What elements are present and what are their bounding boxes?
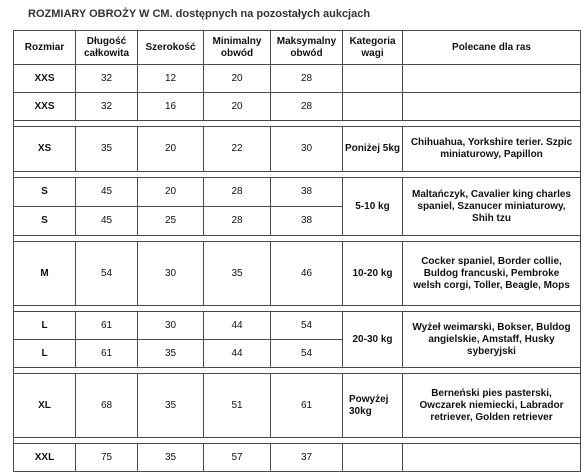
header-max-circumference: Maksymalny obwód — [271, 31, 343, 65]
size-cell: XXL — [14, 444, 76, 472]
length-cell: 35 — [76, 127, 138, 172]
width-cell: 35 — [138, 444, 204, 472]
length-cell: 61 — [76, 312, 138, 340]
table-row — [14, 242, 581, 306]
header-min-circumference: Minimalny obwód — [204, 31, 271, 65]
width-cell: 30 — [138, 312, 204, 340]
length-cell: 32 — [76, 65, 138, 93]
page-title: ROZMIARY OBROŻY W CM. dostępnych na pozostałych aukcjach — [28, 8, 371, 20]
breeds-cell: Maltańczyk, Cavalier king charles spaniel, Szanucer miniaturowy, Shih tzu — [403, 178, 581, 236]
length-cell: 68 — [76, 374, 138, 438]
table-row — [14, 444, 581, 472]
width-cell: 20 — [138, 178, 204, 207]
width-cell: 25 — [138, 207, 204, 236]
max-cell: 38 — [271, 178, 343, 207]
width-cell: 35 — [138, 340, 204, 368]
min-cell: 57 — [204, 444, 271, 472]
weight-cell: Powyżej 30kg — [343, 374, 403, 438]
size-cell: XXS — [14, 65, 76, 93]
table-row — [14, 374, 581, 438]
header-length: Długość całkowita — [76, 31, 138, 65]
size-cell: XXS — [14, 93, 76, 121]
length-cell: 54 — [76, 242, 138, 306]
table-row — [14, 65, 581, 93]
min-cell: 44 — [204, 340, 271, 368]
max-cell: 28 — [271, 65, 343, 93]
max-cell: 38 — [271, 207, 343, 236]
min-cell: 44 — [204, 312, 271, 340]
breeds-cell — [403, 444, 581, 472]
max-cell: 30 — [271, 127, 343, 172]
weight-cell: Poniżej 5kg — [343, 127, 403, 172]
weight-cell — [343, 65, 403, 93]
header-breeds: Polecane dla ras — [403, 31, 581, 65]
breeds-cell — [403, 65, 581, 93]
breeds-cell: Berneński pies pasterski, Owczarek niemiecki, Labrador retriever, Golden retriever — [403, 374, 581, 438]
length-cell: 61 — [76, 340, 138, 368]
max-cell: 61 — [271, 374, 343, 438]
length-cell: 32 — [76, 93, 138, 121]
max-cell: 28 — [271, 93, 343, 121]
width-cell: 35 — [138, 374, 204, 438]
header-width: Szerokość — [138, 31, 204, 65]
width-cell: 20 — [138, 127, 204, 172]
width-cell: 30 — [138, 242, 204, 306]
weight-cell — [343, 444, 403, 472]
max-cell: 37 — [271, 444, 343, 472]
max-cell: 46 — [271, 242, 343, 306]
min-cell: 28 — [204, 178, 271, 207]
weight-cell: 5-10 kg — [343, 178, 403, 236]
size-table — [13, 30, 581, 472]
size-cell: L — [14, 312, 76, 340]
table-row — [14, 93, 581, 121]
header-row — [14, 31, 581, 65]
table-row — [14, 312, 581, 340]
size-cell: M — [14, 242, 76, 306]
table-row — [14, 178, 581, 207]
size-cell: XL — [14, 374, 76, 438]
size-cell: L — [14, 340, 76, 368]
size-cell: S — [14, 207, 76, 236]
min-cell: 51 — [204, 374, 271, 438]
breeds-cell: Cocker spaniel, Border collie, Buldog francuski, Pembroke welsh corgi, Toller, Beagle, Mops — [403, 242, 581, 306]
min-cell: 28 — [204, 207, 271, 236]
size-cell: S — [14, 178, 76, 207]
length-cell: 45 — [76, 207, 138, 236]
min-cell: 20 — [204, 65, 271, 93]
table-row — [14, 127, 581, 172]
length-cell: 45 — [76, 178, 138, 207]
width-cell: 16 — [138, 93, 204, 121]
min-cell: 20 — [204, 93, 271, 121]
min-cell: 35 — [204, 242, 271, 306]
weight-cell: 20-30 kg — [343, 312, 403, 368]
breeds-cell: Chihuahua, Yorkshire terier. Szpic miniaturowy, Papillon — [403, 127, 581, 172]
header-size: Rozmiar — [14, 31, 76, 65]
breeds-cell: Wyżeł weimarski, Bokser, Buldog angielskie, Amstaff, Husky syberyjski — [403, 312, 581, 368]
min-cell: 22 — [204, 127, 271, 172]
header-weight-category: Kategoria wagi — [343, 31, 403, 65]
breeds-cell — [403, 93, 581, 121]
max-cell: 54 — [271, 340, 343, 368]
max-cell: 54 — [271, 312, 343, 340]
size-cell: XS — [14, 127, 76, 172]
weight-cell: 10-20 kg — [343, 242, 403, 306]
weight-cell — [343, 93, 403, 121]
length-cell: 75 — [76, 444, 138, 472]
width-cell: 12 — [138, 65, 204, 93]
